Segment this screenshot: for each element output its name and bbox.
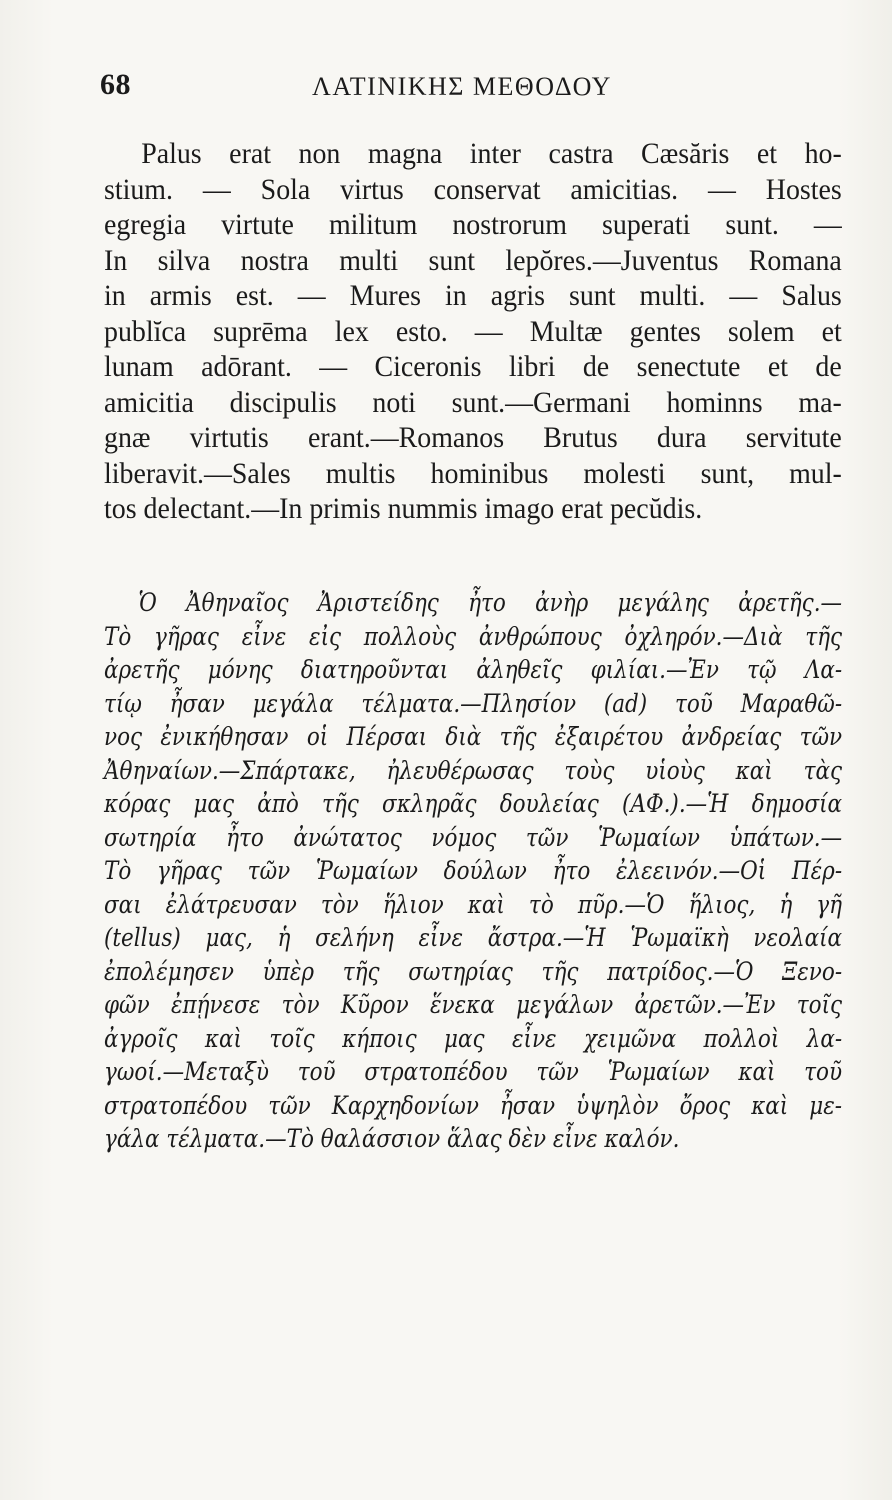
greek-text-line: ἐπολέμησεν ὑπὲρ τῆς σωτηρίας τῆς πατρίδος.—Ὁ Ξενο- — [104, 956, 843, 986]
latin-text-line: lunam adōrant. — Ciceronis libri de senectute et de — [104, 350, 842, 383]
greek-text-line: Τὸ γῆρας τῶν Ῥωμαίων δούλων ἦτο ἐλεεινόν.—Οἱ Πέρ- — [104, 856, 843, 885]
latin-text-line: stium. — Sola virtus conservat amicitias. — Hostes — [104, 172, 842, 206]
latin-text-line: Palus erat non magna inter castra Cæsăris et ho- — [141, 137, 842, 170]
greek-text-line: σωτηρία ἦτο ἀνώτατος νόμος τῶν Ῥωμαίων ὑπάτων.— — [104, 822, 843, 852]
latin-text-line: liberavit.—Sales multis hominibus molesti sunt, mul- — [104, 456, 842, 490]
greek-text-line: νος ἐνικήθησαν οἱ Πέρσαι διὰ τῆς ἐξαιρέτου ἀνδρείας τῶν — [104, 722, 843, 751]
greek-text-line: φῶν ἐπῄνεσε τὸν Κῦρον ἕνεκα μεγάλων ἀρετῶν.—Ἐν τοῖς — [104, 990, 843, 1019]
latin-text-line: gnæ virtutis erant.—Romanos Brutus dura servitute — [104, 421, 842, 454]
greek-text-line: τίῳ ἦσαν μεγάλα τέλματα.—Πλησίον (ad) τοῦ Μαραθῶ- — [104, 688, 843, 718]
greek-text-line: γωοί.—Μεταξὺ τοῦ στρατοπέδου τῶν Ῥωμαίων καὶ τοῦ — [104, 1057, 843, 1086]
latin-text-line: amicitia discipulis noti sunt.—Germani hominns ma- — [104, 385, 842, 419]
latin-exercise-paragraph — [104, 136, 842, 527]
greek-text-line: Τὸ γῆρας εἶνε εἰς πολλοὺς ἀνθρώπους ὀχληρόν.—Διὰ τῆς — [104, 621, 843, 651]
greek-text-line: σαι ἐλάτρευσαν τὸν ἥλιον καὶ τὸ πῦρ.—Ὁ ἥλιος, ἡ γῆ — [104, 889, 843, 919]
latin-text-line: In silva nostra multi sunt lepŏres.—Juventus Romana — [104, 243, 842, 277]
page-number: 68 — [100, 68, 131, 101]
greek-text-line: ἀρετῆς μόνης διατηροῦνται ἀληθεῖς φιλίαι.—Ἐν τῷ Λα- — [104, 655, 843, 684]
running-head — [100, 68, 840, 108]
greek-text-line: γάλα τέλματα.—Τὸ θαλάσσιον ἅλας δὲν εἶνε καλόν. — [104, 1124, 680, 1153]
greek-translation-paragraph — [104, 586, 842, 1156]
greek-text-line: Ἀθηναίων.—Σπάρτακε, ἠλευθέρωσας τοὺς υἱοὺς καὶ τὰς — [104, 755, 843, 785]
latin-text-line: egregia virtute militum nostrorum superati sunt. — — [104, 208, 842, 241]
latin-text-line: in armis est. — Mures in agris sunt multi. — Salus — [104, 279, 842, 312]
greek-text-line: στρατοπέδου τῶν Καρχηδονίων ἦσαν ὑψηλὸν ὄρος καὶ με- — [104, 1090, 843, 1120]
running-title: ΛΑΤΙΝΙΚΗΣ ΜΕΘΟΔΟΥ — [312, 72, 612, 101]
latin-text-line: publĭca suprēma lex esto. — Multæ gentes solem et — [104, 314, 842, 348]
greek-text-line: (tellus) μας, ἡ σελήνη εἶνε ἄστρα.—Ἡ Ῥωμαϊκὴ νεολαία — [104, 923, 843, 952]
greek-text-line: κόρας μας ἀπὸ τῆς σκληρᾶς δουλείας (ΑΦ.).—Ἡ δημοσία — [104, 789, 843, 818]
greek-text-line: Ὁ Ἀθηναῖος Ἀριστείδης ἦτο ἀνὴρ μεγάλης ἀρετῆς.— — [138, 588, 843, 617]
greek-text-line: ἀγροῖς καὶ τοῖς κήποις μας εἶνε χειμῶνα πολλοὶ λα- — [104, 1023, 843, 1053]
latin-text-line: tos delectant.—In primis nummis imago erat pecŭdis. — [104, 492, 703, 525]
